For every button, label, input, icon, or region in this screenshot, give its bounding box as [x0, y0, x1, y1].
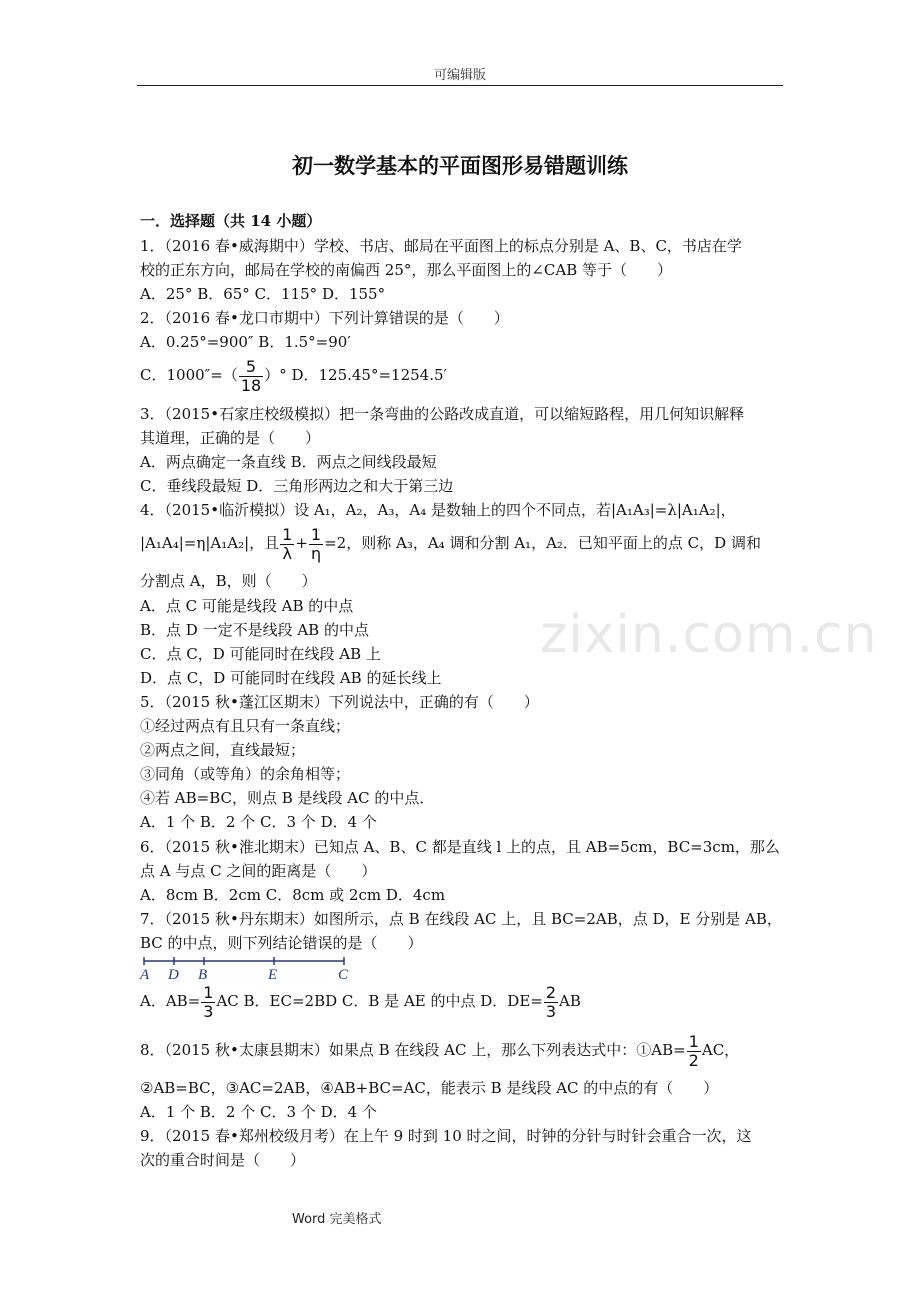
q4-frac2-den: η: [310, 543, 322, 563]
q9-line2: 次的重合时间是（ ）: [140, 1151, 306, 1169]
q4-frac2-num: 1: [310, 524, 322, 544]
section-heading: 一．选择题（共 14 小题）: [140, 212, 322, 230]
q7-opt-prefix: A．AB=: [140, 992, 201, 1010]
q2-c-suffix: ）° D．125.45°=1254.5′: [264, 366, 447, 384]
q5-options: A．1 个 B．2 个 C．3 个 D．4 个: [140, 813, 377, 831]
q4-option-d: D．点 C，D 可能同时在线段 AB 的延长线上: [140, 669, 442, 687]
document-title: 初一数学基本的平面图形易错题训练: [292, 154, 628, 178]
watermark: zixin.com.cn: [540, 605, 878, 665]
q7-line2: BC 的中点，则下列结论错误的是（ ）: [140, 934, 423, 952]
q8-line2: ②AB=BC，③AC=2AB，④AB+BC=AC，能表示 B 是线段 AC 的中点的有（ ）: [140, 1079, 719, 1097]
q2-options-cd: [140, 356, 447, 394]
page-footer: Word 完美格式: [292, 1212, 382, 1227]
q8-frac-den: 2: [688, 1050, 699, 1070]
q5-statement-3: ③同角（或等角）的余角相等；: [140, 765, 351, 783]
q7-frac1-den: 3: [203, 1001, 214, 1021]
q4-option-c: C．点 C，D 可能同时在线段 AB 上: [140, 645, 381, 663]
q7-opt-suffix: AB: [559, 992, 581, 1010]
q6-line1: 6．（2015 秋•淮北期末）已知点 A、B、C 都是直线 l 上的点，且 AB=5cm，BC=3cm，那么: [140, 838, 780, 856]
q4-line2-suffix: =2，则称 A₃，A₄ 调和分割 A₁，A₂．已知平面上的点 C，D 调和: [324, 534, 761, 552]
q3-line1: 3．（2015•石家庄校级模拟）把一条弯曲的公路改成直道，可以缩短路程，用几何知识解释: [140, 405, 745, 423]
q4-fraction-eta: [309, 526, 323, 563]
q7-frac1-num: 1: [203, 982, 214, 1002]
q7-frac2-num: 2: [545, 982, 557, 1002]
q5-line1: 5．（2015 秋•蓬江区期末）下列说法中，正确的有（ ）: [140, 693, 539, 711]
q2-line1: 2．（2016 春•龙口市期中）下列计算错误的是（ ）: [140, 309, 509, 327]
header-rule: [137, 85, 783, 86]
q8-line1-prefix: 8．（2015 秋•太康县期末）如果点 B 在线段 AC 上，那么下列表达式中：①AB=: [140, 1041, 686, 1059]
q8-line1-suffix: AC，: [701, 1041, 740, 1059]
q1-options: A．25° B．65° C．115° D．155°: [140, 285, 386, 303]
q4-line1: 4．（2015•临沂模拟）设 A₁，A₂，A₃，A₄ 是数轴上的四个不同点，若|A₁A₃|=λ|A₁A₂|，: [140, 501, 736, 519]
q7-options: [140, 981, 581, 1021]
q4-fraction-lambda: [280, 526, 294, 563]
label-d: D: [168, 967, 179, 983]
label-a: A: [140, 967, 150, 983]
q4-option-b: B．点 D 一定不是线段 AB 的中点: [140, 621, 369, 639]
q4-plus: +: [295, 534, 308, 552]
segment-diagram: [138, 955, 353, 983]
q3-option-ab: A．两点确定一条直线 B．两点之间线段最短: [140, 453, 437, 471]
q6-line2: 点 A 与点 C 之间的距离是（ ）: [140, 862, 377, 880]
q5-statement-1: ①经过两点有且只有一条直线；: [140, 717, 351, 735]
q4-line2-prefix: |A₁A₄|=η|A₁A₂|，且: [140, 534, 280, 552]
q3-line2: 其道理，正确的是（ ）: [140, 429, 321, 447]
label-b: B: [198, 967, 208, 983]
q4-line2: [140, 522, 761, 564]
q2-options-ab: A．0.25°=900″ B．1.5°=90′: [140, 333, 351, 351]
q7-fraction-1-3: [201, 984, 215, 1021]
q3-option-cd: C．垂线段最短 D．三角形两边之和大于第三边: [140, 477, 454, 495]
q4-line3: 分割点 A，B，则（ ）: [140, 572, 317, 590]
q7-opt-middle: AC B．EC=2BD C．B 是 AE 的中点 D．DE=: [216, 992, 543, 1010]
q7-fraction-2-3: [544, 984, 558, 1021]
q1-line1: 1．（2016 春•威海期中）学校、书店、邮局在平面图上的标点分别是 A、B、C，书店在学: [140, 237, 742, 255]
q8-fraction-1-2: [687, 1033, 701, 1070]
q4-frac1-num: 1: [282, 524, 293, 544]
q5-statement-4: ④若 AB=BC，则点 B 是线段 AC 的中点．: [140, 789, 435, 807]
page-header: 可编辑版: [433, 68, 486, 83]
q6-options: A．8cm B．2cm C．8cm 或 2cm D．4cm: [140, 886, 446, 904]
q5-statement-2: ②两点之间，直线最短；: [140, 741, 306, 759]
q4-option-a: A．点 C 可能是线段 AB 的中点: [140, 597, 354, 615]
q4-frac1-den: λ: [282, 543, 292, 563]
q2-frac-num: 5: [239, 358, 263, 377]
q2-frac-den: 18: [240, 375, 262, 395]
q2-fraction: [239, 358, 263, 395]
q2-c-prefix: C．1000″=（: [140, 366, 238, 384]
q7-line1: 7．（2015 秋•丹东期末）如图所示，点 B 在线段 AC 上，且 BC=2AB，点 D，E 分别是 AB，: [140, 910, 782, 928]
q8-options: A．1 个 B．2 个 C．3 个 D．4 个: [140, 1103, 377, 1121]
label-c: C: [338, 967, 349, 983]
q9-line1: 9．（2015 春•郑州校级月考）在上午 9 时到 10 时之间，时钟的分针与时针会重合一次，这: [140, 1127, 752, 1145]
q8-frac-num: 1: [688, 1031, 699, 1051]
q1-line2: 校的正东方向，邮局在学校的南偏西 25°，那么平面图上的∠CAB 等于（ ）: [140, 261, 673, 279]
q8-line1: [140, 1030, 739, 1070]
q7-frac2-den: 3: [545, 1001, 557, 1021]
label-e: E: [268, 967, 278, 983]
